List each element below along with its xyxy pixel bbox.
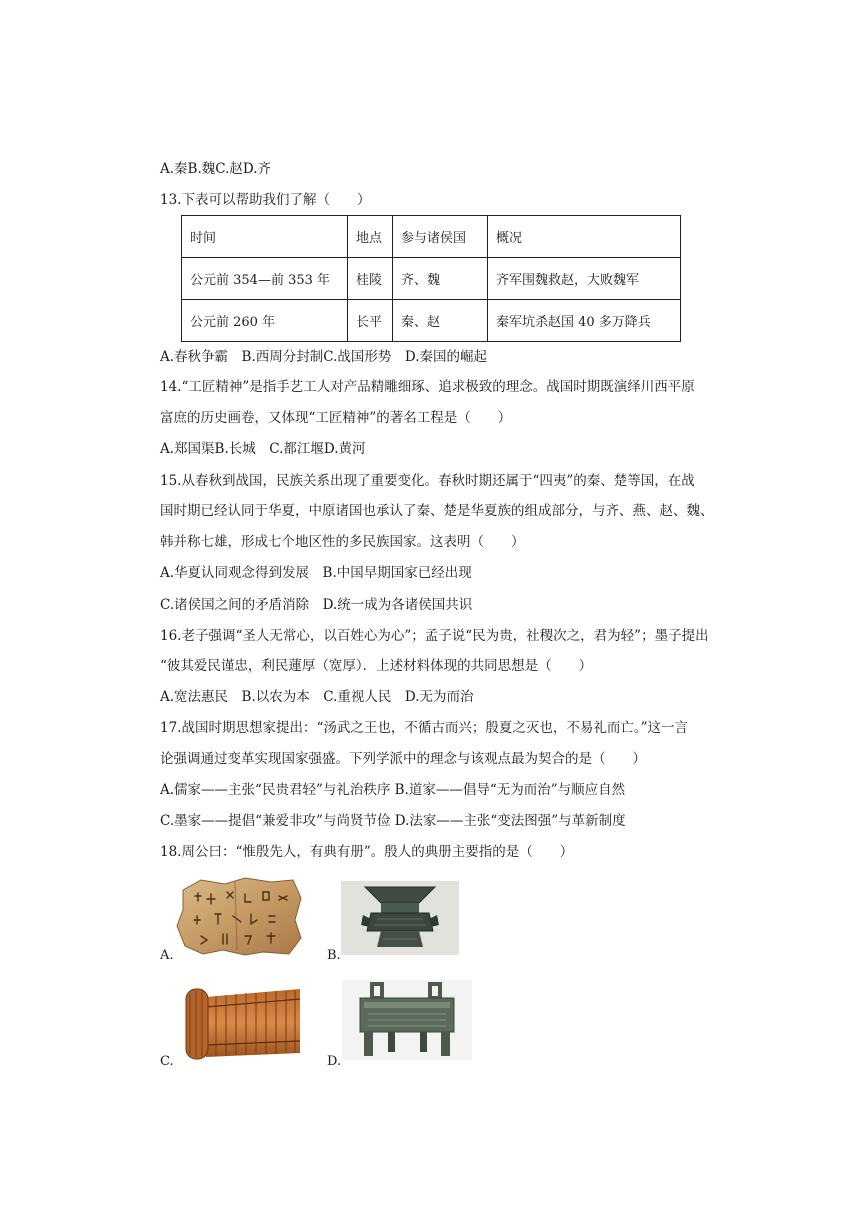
table-cell: 公元前 260 年: [182, 300, 348, 342]
bronze-ding-image: [342, 980, 472, 1060]
table-row: [182, 300, 681, 342]
q15-stem-line3: 韩并称七雄，形成七个地区性的多民族国家。这表明（ ）: [160, 534, 525, 550]
table-header-row: [182, 216, 681, 258]
q13-options: A.春秋争霸 B.西周分封制C.战国形势 D.秦国的崛起: [160, 349, 488, 365]
q18-stem: 18.周公曰：“惟殷先人，有典有册”。殷人的典册主要指的是（ ）: [160, 844, 574, 860]
table-header-cell: 参与诸侯国: [393, 216, 488, 258]
q14-stem-line2: 富庶的历史画卷，又体现“工匠精神”的著名工程是（ ）: [160, 410, 512, 426]
table-row: [182, 258, 681, 300]
bamboo-slips-image: [178, 983, 303, 1060]
option-c-label: C.: [160, 1054, 174, 1069]
q14-stem-line1: 14.“工匠精神”是指手艺工人对产品精雕细琢、追求极致的理念。战国时期既演绎川西平原: [160, 379, 695, 395]
table-cell: 秦、赵: [393, 300, 488, 342]
option-d-label: D.: [327, 1054, 342, 1069]
table-cell: 齐、魏: [393, 258, 488, 300]
q12-options: A.秦B.魏C.赵D.齐: [160, 161, 272, 177]
q16-stem-line1: 16.老子强调“圣人无常心，以百姓心为心”；孟子说“民为贵，社稷次之，君为轻”；墨子提出: [160, 628, 709, 644]
table-header-cell: 时间: [182, 216, 348, 258]
q15-stem-line1: 15.从春秋到战国，民族关系出现了重要变化。春秋时期还属于“四夷”的秦、楚等国，在战: [160, 473, 695, 489]
q14-options: A.郑国渠B.长城 C.都江堰D.黄河: [160, 441, 366, 457]
option-a-label: A.: [160, 948, 174, 963]
oracle-bone-image: [175, 876, 303, 956]
table-cell: 公元前 354—前 353 年: [182, 258, 348, 300]
q13-stem: 13.下表可以帮助我们了解（ ）: [160, 192, 371, 208]
q17-options-1: A.儒家——主张“民贵君轻”与礼治秩序 B.道家——倡导“无为而治”与顺应自然: [160, 782, 626, 798]
q16-options: A.宽法惠民 B.以农为本 C.重视人民 D.无为而治: [160, 689, 474, 705]
table-header-cell: 概况: [488, 216, 681, 258]
q17-options-2: C.墨家——提倡“兼爱非攻”与尚贤节俭 D.法家——主张“变法图强”与革新制度: [160, 813, 626, 829]
option-b-label: B.: [327, 948, 341, 963]
q15-options-2: C.诸侯国之间的矛盾消除 D.统一成为各诸侯国共识: [160, 597, 473, 613]
table-cell: 长平: [348, 300, 393, 342]
table-cell: 齐军围魏救赵，大败魏军: [488, 258, 681, 300]
q17-stem-line1: 17.战国时期思想家提出：“汤武之王也，不循古而兴；殷夏之灭也，不易礼而亡。”这一言: [160, 720, 689, 736]
bronze-vessel-image: [341, 881, 459, 955]
table-cell: 秦军坑杀赵国 40 多万降兵: [488, 300, 681, 342]
q15-options-1: A.华夏认同观念得到发展 B.中国早期国家已经出现: [160, 565, 472, 581]
table-cell: 桂陵: [348, 258, 393, 300]
q17-stem-line2: 论强调通过变革实现国家强盛。下列学派中的理念与该观点最为契合的是（ ）: [160, 751, 646, 767]
q13-table: [181, 215, 681, 342]
q16-stem-line2: “彼其爱民谨忠，利民蓮厚（宽厚）．上述材料体现的共同思想是（ ）: [160, 658, 593, 674]
table-header-cell: 地点: [348, 216, 393, 258]
q15-stem-line2: 国时期已经认同于华夏，中原诸国也承认了秦、楚是华夏族的组成部分，与齐、燕、赵、魏、: [160, 503, 714, 519]
